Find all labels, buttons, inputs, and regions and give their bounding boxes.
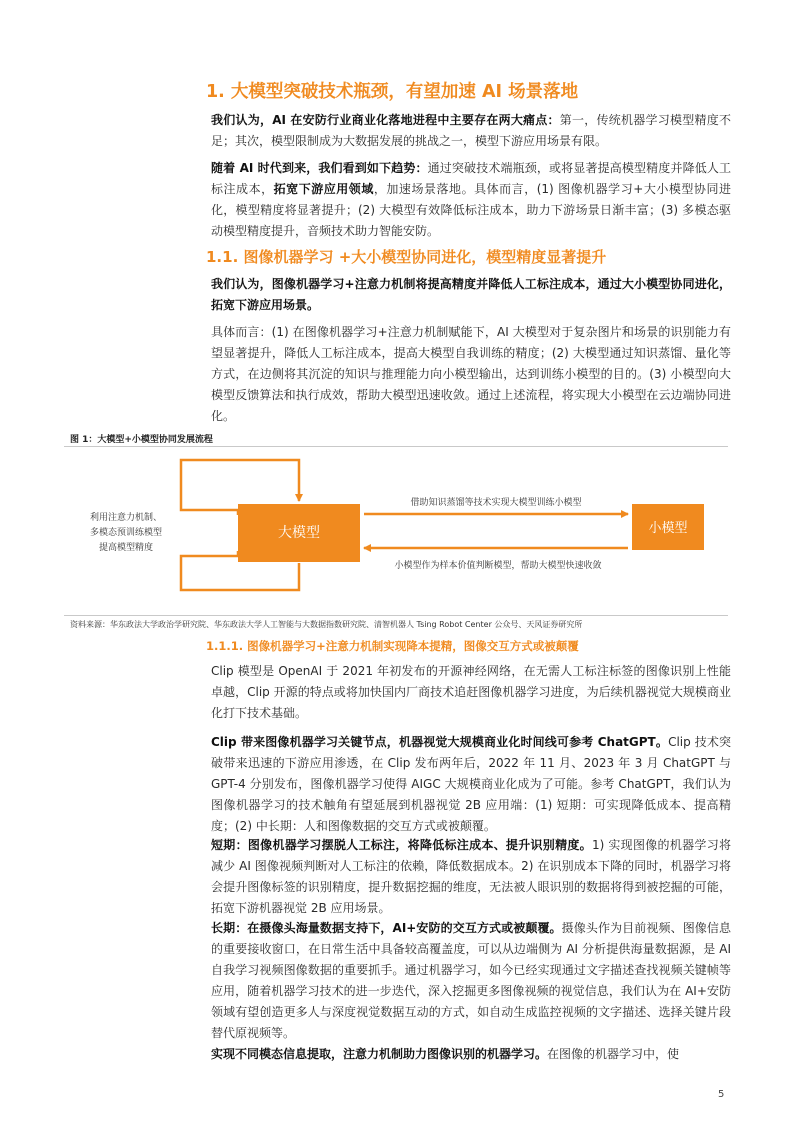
- paragraph-lead: 实现不同模态信息提取，注意力机制助力图像识别的机器学习。: [211, 1047, 548, 1061]
- left-note-line-1: 利用注意力机制、: [89, 513, 163, 523]
- paragraph-lead: 短期：图像机器学习摆脱人工标注，将降低标注成本、提升识别精度。: [211, 838, 592, 852]
- big-model-label: 大模型: [278, 525, 320, 541]
- paragraph-attention: [211, 1044, 731, 1065]
- paragraph-body: 摄像头作为目前视频、图像信息的重要接收窗口，在日常生活中具备较高覆盖度，可以从边端侧为 AI 分析提供海量数据源，是 AI 自我学习视频图像数据的重要抓手。通过机器学习，如今已经实现通过文字描述查找视频关键帧等应用，随着机器学习技术的进一步迭代，深入挖掘更多图像视频的视觉信息，我们认为在 AI+安防领域有望创造更多人与深度视觉数据互动的方式，如自动生成监控视频的文字描述、选择关键片段替代原视频等。: [211, 921, 731, 1040]
- paragraph-lead: 我们认为，图像机器学习+注意力机制将提高精度并降低人工标注成本，通过大小模型协同进化，拓宽下游应用场景。: [211, 277, 731, 312]
- page-number: 5: [718, 1089, 725, 1100]
- section-heading-1-1-1: 1.1.1. 图像机器学习+注意力机制实现降本提精，图像交互方式或被颠覆: [206, 639, 579, 653]
- paragraph-lead: 长期：在摄像头海量数据支持下，AI+安防的交互方式或被颠覆。: [211, 921, 562, 935]
- left-note-line-3: 提高模型精度: [98, 543, 154, 553]
- paragraph-lead: 随着 AI 时代到来，我们看到如下趋势：: [211, 161, 428, 175]
- paragraph-body: ，加速场景落地。具体而言，(1) 图像机器学习+大小模型协同进化，模型精度将显著提升；(2) 大模型有效降低标注成本，助力下游场景日渐丰富；(3) 多模态驱动模型精度提升，音频技术助力智能安防。: [211, 182, 731, 238]
- paragraph-body: 第一，传统机器学习模型精度不足；其次，模型限制成为大数据发展的挑战之一，模型下游应用场景有限。: [211, 113, 731, 148]
- paragraph-body: 1) 实现图像的机器学习将减少 AI 图像视频判断对人工标注的依赖，降低数据成本。2) 在识别成本下降的同时，机器学习将会提升图像标签的识别精度，提升数据挖掘的维度，无法被人眼识别的数据将得到被挖掘的可能，拓宽下游机器视觉 2B 应用场景。: [211, 838, 731, 915]
- collaboration-diagram: [64, 448, 728, 614]
- figure-top-rule: [64, 446, 728, 447]
- paragraph-pain-points: [211, 110, 731, 152]
- paragraph-lead: 我们认为，AI 在安防行业商业化落地进程中主要存在两大痛点：: [211, 113, 560, 127]
- paragraph-chatgpt: [211, 732, 731, 837]
- arrow-top-label: 借助知识蒸馏等技术实现大模型训练小模型: [410, 498, 582, 508]
- small-model-label: 小模型: [648, 521, 688, 536]
- paragraph-clip: [211, 661, 731, 724]
- figure-bottom-rule: [64, 615, 728, 616]
- paragraph-body: Clip 技术突破带来迅速的下游应用渗透，在 Clip 发布两年后，2022 年 11 月、2023 年 3 月 ChatGPT 与 GPT-4 分别发布，图像机器学习使得 AIGC 大规模商业化成为了可能。参考 ChatGPT，我们认为图像机器学习的技术触角有望延展到机器视觉 2B 应用端：(1) 短期：可实现降低成本、提高精度；(2) 中长期：人和图像数据的交互方式或被颠覆。: [211, 735, 732, 833]
- left-note-line-2: 多模态预训练模型: [89, 528, 163, 538]
- paragraph-detail: [211, 322, 731, 427]
- section-heading-1: 1. 大模型突破技术瓶颈，有望加速 AI 场景落地: [206, 82, 579, 102]
- paragraph-long-term: [211, 918, 731, 1044]
- paragraph-short-term: [211, 835, 731, 919]
- paragraph-trends: [211, 158, 731, 242]
- paragraph-emphasis: 拓宽下游应用领域: [273, 182, 374, 196]
- figure-source: 资料来源：华东政法大学政治学研究院、华东政法大学人工智能与大数据指数研究院、清智机器人 Tsing Robot Center 公众号、天风证券研究所: [70, 620, 583, 629]
- arrow-bottom-label: 小模型作为样本价值判断模型，帮助大模型快速收敛: [394, 561, 602, 571]
- figure-title: 图 1：大模型+小模型协同发展流程: [70, 435, 213, 445]
- paragraph-view: [211, 274, 731, 316]
- paragraph-body: Clip 模型是 OpenAI 于 2021 年初发布的开源神经网络，在无需人工标注标签的图像识别上性能卓越，Clip 开源的特点或将加快国内厂商技术追赶图像机器学习进度，为后续机器视觉大规模商业化打下技术基础。: [211, 664, 731, 720]
- paragraph-body: 在图像的机器学习中，使: [547, 1047, 680, 1061]
- paragraph-body: 具体而言：(1) 在图像机器学习+注意力机制赋能下，AI 大模型对于复杂图片和场景的识别能力有望显著提升，降低人工标注成本，提高大模型自我训练的精度；(2) 大模型通过知识蒸馏、量化等方式，在边侧将其沉淀的知识与推理能力向小模型输出，达到训练小模型的目的。(3) 小模型向大模型反馈算法和执行成效，帮助大模型迅速收敛。通过上述流程，将实现大小模型在云边端协同进化。: [211, 325, 731, 423]
- paragraph-lead: Clip 带来图像机器学习关键节点，机器视觉大规模商业化时间线可参考 ChatGPT。: [211, 735, 669, 749]
- paragraph-body: 通过突破技术端瓶颈，或将显著提高模型精度并降低人工标注成本，: [211, 161, 732, 196]
- section-heading-1-1: 1.1. 图像机器学习 +大小模型协同进化，模型精度显著提升: [206, 248, 607, 266]
